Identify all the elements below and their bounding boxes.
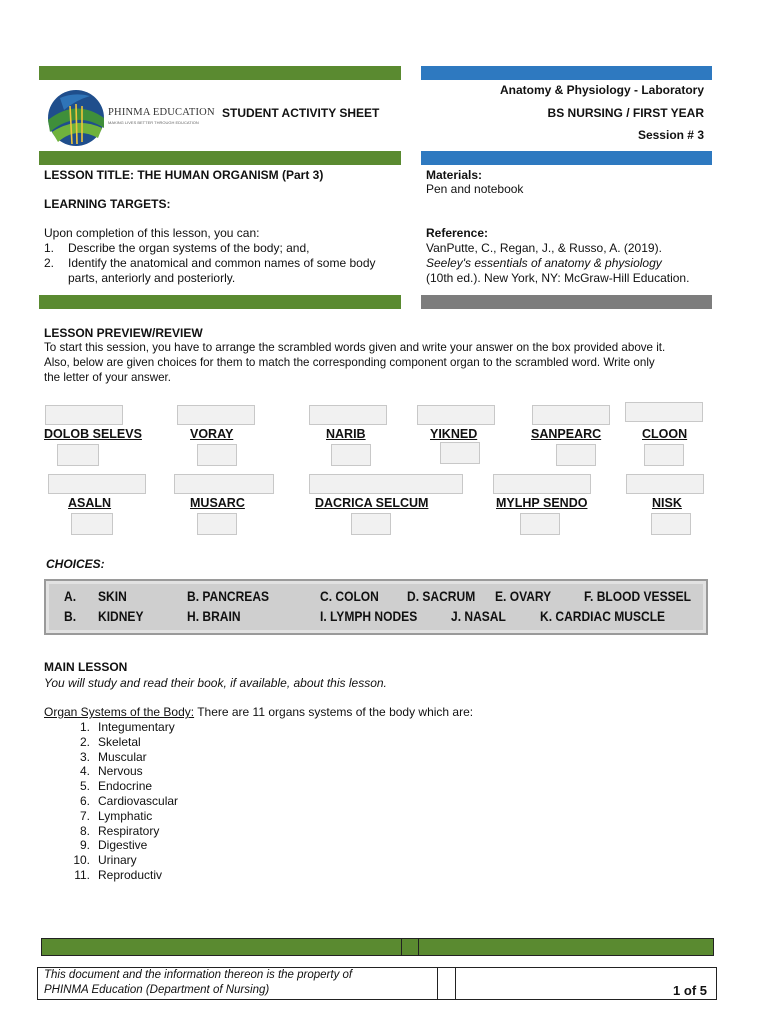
choice-letter-box[interactable]: [440, 442, 480, 464]
scrambled-word: MYLHP SENDO: [496, 496, 588, 510]
answer-box[interactable]: [626, 474, 704, 494]
learning-targets-intro: Upon completion of this lesson, you can:: [44, 226, 260, 240]
target-text: Identify the anatomical and common names of some body: [68, 256, 376, 270]
scrambled-word: NARIB: [326, 427, 366, 441]
organ-system-name: Reproductiv: [98, 868, 163, 882]
answer-box[interactable]: [48, 474, 146, 494]
main-lesson-heading: MAIN LESSON: [44, 660, 128, 674]
organ-systems-intro: [44, 705, 473, 719]
choice-letter-box[interactable]: [651, 513, 691, 535]
reference-line-1: VanPutte, C., Regan, J., & Russo, A. (2019).: [426, 241, 662, 255]
organ-system-name: Endocrine: [98, 779, 153, 794]
organ-system-item: [68, 824, 159, 838]
organ-system-item: [68, 809, 152, 823]
footer-bar: [41, 938, 714, 956]
choice-letter: A.: [64, 588, 77, 604]
organ-system-number: 11.: [74, 868, 90, 882]
lesson-gray-bar: [421, 295, 712, 309]
answer-box[interactable]: [532, 405, 610, 425]
choice-item: SKIN: [98, 588, 127, 604]
choices-heading: CHOICES:: [46, 557, 105, 571]
organ-system-name: Respiratory: [98, 823, 160, 838]
choice-item: B. PANCREAS: [187, 588, 270, 604]
materials-text: Pen and notebook: [426, 182, 524, 196]
organ-system-item: [68, 779, 152, 793]
organ-system-item: [68, 868, 162, 882]
organ-system-name: Integumentary: [98, 720, 175, 734]
organ-system-item: [68, 838, 147, 852]
answer-box[interactable]: [309, 405, 387, 425]
learning-targets-heading: LEARNING TARGETS:: [44, 197, 171, 211]
scrambled-word: MUSARC: [190, 496, 245, 510]
organ-system-name: Cardiovascular: [98, 794, 179, 808]
preview-instructions-line-1: To start this session, you have to arrange the scrambled words given and write your answer on the box provided above it.: [44, 341, 666, 354]
organ-system-number: 6.: [79, 794, 90, 808]
choice-letter-box[interactable]: [197, 513, 237, 535]
choice-item: I. LYMPH NODES: [320, 608, 418, 624]
target-number: 1.: [44, 241, 55, 255]
organ-system-number: 3.: [79, 749, 90, 764]
scrambled-word: SANPEARC: [531, 427, 602, 441]
choice-letter-box[interactable]: [556, 444, 596, 466]
organ-system-item: [68, 750, 147, 764]
reference-line-3: (10th ed.). New York, NY: McGraw-Hill Education.: [426, 271, 690, 285]
organ-system-name: Digestive: [98, 838, 148, 853]
lesson-green-bar: [39, 295, 401, 309]
choice-item: KIDNEY: [98, 608, 144, 624]
header-blue-bar-bottom: [421, 151, 712, 165]
organ-systems-text: There are 11 organs systems of the body which are:: [194, 705, 474, 719]
organ-system-number: 2.: [79, 734, 90, 749]
choice-item: K. CARDIAC MUSCLE: [540, 608, 666, 624]
organ-system-name: Skeletal: [98, 734, 141, 749]
answer-box[interactable]: [45, 405, 123, 425]
target-text: Describe the organ systems of the body; and,: [68, 241, 310, 255]
footer-box-divider: [437, 967, 438, 1000]
scrambled-word: DACRICA SELCUM: [315, 496, 429, 510]
header-green-bar-top: [39, 66, 401, 80]
sheet-title: STUDENT ACTIVITY SHEET: [222, 106, 380, 120]
organ-system-number: 7.: [79, 808, 90, 823]
course-name: Anatomy & Physiology - Laboratory: [499, 83, 704, 97]
footer-box-divider: [455, 967, 456, 1000]
organ-system-item: [68, 735, 141, 749]
materials-heading: Materials:: [426, 168, 483, 182]
organ-systems-label: Organ Systems of the Body:: [44, 705, 195, 719]
choice-item: F. BLOOD VESSEL: [584, 588, 692, 604]
footer-bar-divider: [418, 938, 419, 956]
organ-system-item: [68, 720, 175, 734]
footer-property-line-2: PHINMA Education (Department of Nursing): [44, 984, 270, 996]
main-lesson-subtitle: You will study and read their book, if available, about this lesson.: [44, 676, 387, 690]
choice-item: J. NASAL: [451, 608, 506, 624]
choice-letter-box[interactable]: [351, 513, 391, 535]
target-item: [44, 241, 309, 255]
footer-bar-divider: [401, 938, 402, 956]
preview-instructions-line-3: the letter of your answer.: [44, 371, 171, 384]
organ-system-name: Muscular: [98, 749, 147, 764]
preview-instructions-line-2: Also, below are given choices for them to match the corresponding component organ to the scrambled word. Write only: [44, 356, 655, 369]
organ-system-item: [68, 794, 178, 808]
choice-letter-box[interactable]: [197, 444, 237, 466]
target-item: [44, 256, 376, 270]
session-number: Session # 3: [637, 128, 704, 142]
answer-box[interactable]: [625, 402, 703, 422]
scrambled-word: CLOON: [642, 427, 688, 441]
answer-box[interactable]: [174, 474, 274, 494]
answer-box[interactable]: [493, 474, 591, 494]
organ-system-number: 5.: [79, 779, 90, 794]
choice-item: H. BRAIN: [187, 608, 241, 624]
choice-letter-box[interactable]: [520, 513, 560, 535]
page-number: 1 of 5: [673, 983, 707, 998]
reference-heading: Reference:: [426, 226, 489, 240]
organ-system-name: Lymphatic: [98, 808, 153, 823]
choice-letter-box[interactable]: [644, 444, 684, 466]
choice-item: C. COLON: [320, 588, 379, 604]
footer-property-line-1: This document and the information thereon is the property of: [44, 969, 353, 981]
organ-system-item: [68, 764, 143, 778]
organ-system-number: 4.: [79, 764, 90, 779]
target-number: 2.: [44, 256, 55, 270]
lesson-title: LESSON TITLE: THE HUMAN ORGANISM (Part 3): [44, 168, 324, 182]
reference-book-title: Seeley's essentials of anatomy & physiology: [426, 256, 662, 270]
header-green-bar-bottom: [39, 151, 401, 165]
organ-system-number: 10.: [73, 853, 90, 868]
scrambled-word: VORAY: [190, 427, 234, 441]
choice-item: D. SACRUM: [407, 588, 476, 604]
organ-system-number: 1.: [79, 720, 90, 734]
organ-system-name: Urinary: [98, 853, 137, 868]
organ-system-number: 8.: [79, 823, 90, 838]
scrambled-word: YIKNED: [430, 427, 478, 441]
logo-tagline: MAKING LIVES BETTER THROUGH EDUCATION: [108, 120, 199, 125]
answer-box[interactable]: [417, 405, 495, 425]
answer-box[interactable]: [309, 474, 463, 494]
choice-letter-box[interactable]: [71, 513, 113, 535]
choices-panel: [44, 579, 708, 635]
preview-heading: LESSON PREVIEW/REVIEW: [44, 326, 203, 340]
header-blue-bar-top: [421, 66, 712, 80]
phinma-logo-icon: [46, 88, 108, 148]
answer-box[interactable]: [177, 405, 255, 425]
scrambled-word: NISK: [652, 496, 682, 510]
choice-item: E. OVARY: [495, 588, 552, 604]
choice-letter-box[interactable]: [57, 444, 99, 466]
choice-letter-box[interactable]: [331, 444, 371, 466]
organ-system-item: [68, 853, 137, 867]
program-name: BS NURSING / FIRST YEAR: [547, 106, 704, 120]
scrambled-word: DOLOB SELEVS: [44, 427, 142, 441]
logo-title: PHINMA EDUCATION: [108, 107, 215, 118]
choice-letter: B.: [64, 608, 77, 624]
organ-system-name: Nervous: [98, 764, 143, 779]
target-text-continued: parts, anteriorly and posteriorly.: [68, 271, 236, 285]
organ-system-number: 9.: [79, 838, 90, 853]
scrambled-word: ASALN: [68, 496, 112, 510]
